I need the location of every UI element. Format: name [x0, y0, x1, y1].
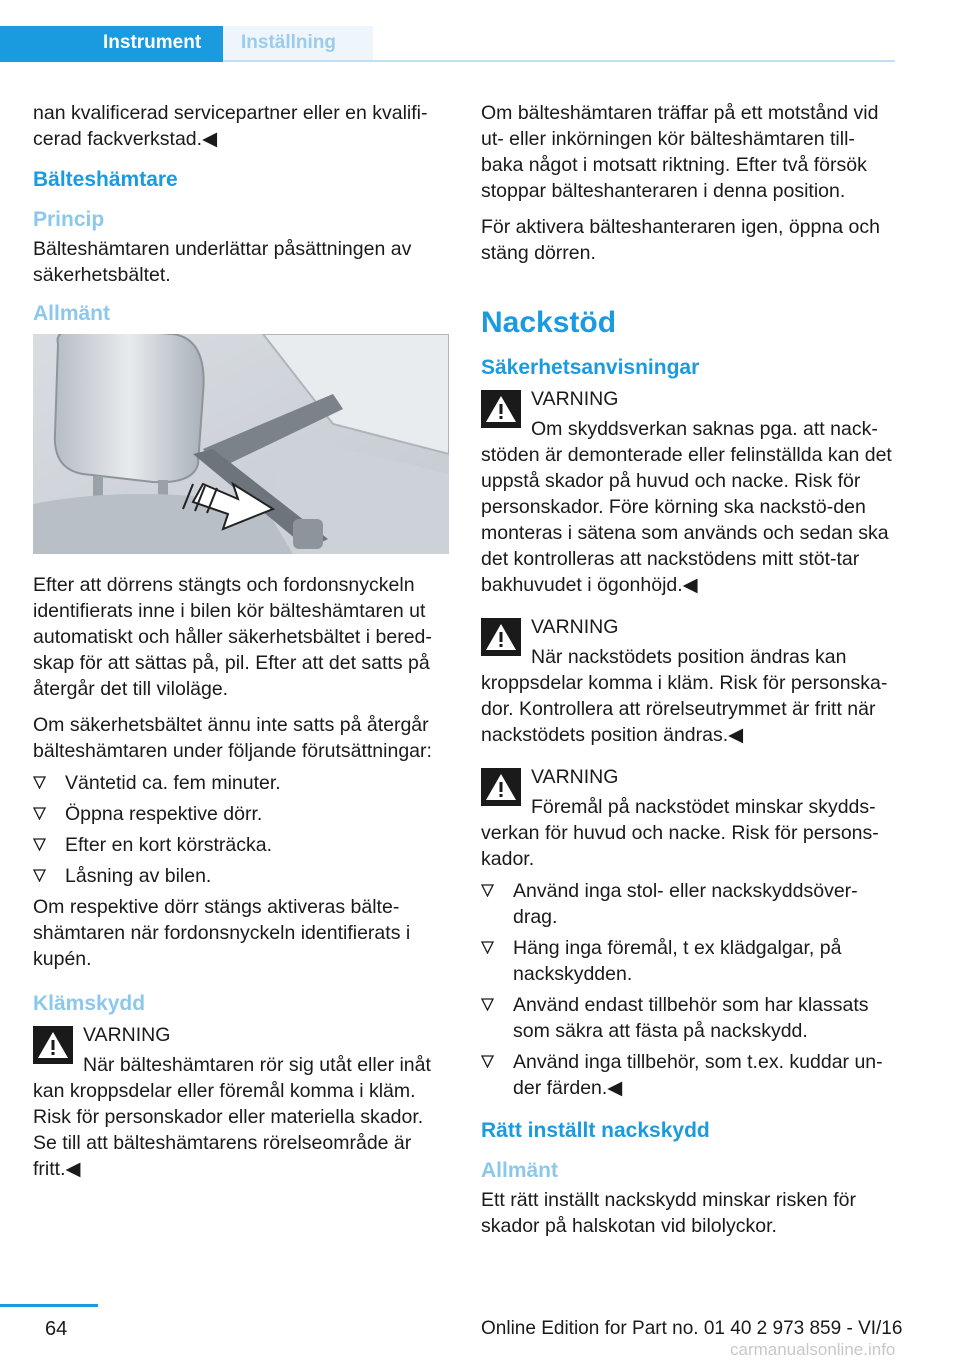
princip-text: Bälteshämtaren underlättar påsättningen av säkerhetsbältet.: [33, 238, 412, 286]
warning-title: VARNING: [531, 388, 619, 410]
warning-icon: [481, 390, 521, 428]
heading-sakerhetsanvisningar: Säkerhetsanvisningar: [481, 356, 700, 379]
tab-instrument[interactable]: Instrument: [0, 26, 223, 62]
edition-text: Online Edition for Part no. 01 40 2 973 859 - VI/16: [481, 1318, 903, 1339]
list-item: Använd inga tillbehör, som t.ex. kuddar un-der färden.◀: [481, 1049, 897, 1101]
triangle-bullet-icon: [481, 1055, 494, 1068]
warning-block: [33, 1022, 449, 1182]
list-item: Efter en kort körsträcka.: [33, 832, 449, 858]
intro-text: nan kvalificerad servicepartner eller en kvalifi-cerad fackverkstad.◀: [33, 102, 428, 150]
paragraph-1: Efter att dörrens stängts och fordonsnyckeln identifierats inne i bilen kör bälteshämtaren ut automatiskt och håller säkerhetsbältet i bered-skap för att sättas på, pil. Efter att det satts på återgår det till viloläge.: [33, 574, 432, 700]
list-item: Låsning av bilen.: [33, 863, 449, 889]
warning-block-2: [481, 614, 897, 748]
page-number: 64: [45, 1318, 68, 1340]
list-item: Väntetid ca. fem minuter.: [33, 770, 449, 796]
list-item: Öppna respektive dörr.: [33, 801, 449, 827]
paragraph-3: Om respektive dörr stängs aktiveras bälte-shämtaren när fordonsnyckeln identifierats i kupén.: [33, 896, 411, 970]
warning-block-1: [481, 386, 897, 598]
paragraph-2: Om säkerhetsbältet ännu inte satts på återgår bälteshämtaren under följande förutsättningar:: [33, 714, 432, 762]
triangle-bullet-icon: [33, 776, 46, 789]
triangle-bullet-icon: [33, 869, 46, 882]
triangle-bullet-icon: [33, 838, 46, 851]
heading-klamskydd: Klämskydd: [33, 992, 146, 1015]
warning-title: VARNING: [531, 766, 619, 788]
warning-text: När nackstödets position ändras kan kroppsdelar komma i kläm. Risk för personska-dor. Kontrollera att rörelseutrymmet är fritt när nackstödets position ändras.◀: [481, 646, 888, 746]
heading-baltehamtare: Bälteshämtare: [33, 168, 178, 191]
warning-text: Om skyddsverkan saknas pga. att nack-stöden är demonterade eller felinställda kan det uppstå skador på huvud och nacke. Risk för personskador. Före körning ska nackstö-den monteras i sätena som används och sedan ska det kontrolleras att nackstödens mitt stöt-tar bakhuvudet i ögonhöjd.◀: [481, 418, 892, 596]
warning-icon: [33, 1026, 73, 1064]
footer-accent-line: [0, 1304, 98, 1307]
heading-allmant: Allmänt: [33, 302, 111, 325]
list-item: Använd inga stol- eller nackskyddsöver-drag.: [481, 878, 897, 930]
heading-ratt-installt: Rätt inställt nackskydd: [481, 1119, 710, 1142]
belt-illustration: [33, 334, 449, 554]
triangle-bullet-icon: [481, 941, 494, 954]
paragraph-r1: Om bälteshämtaren träffar på ett motstånd vid ut- eller inkörningen kör bälteshämtaren till-baka något i motsatt riktning. Efter två försök stoppar bälteshanteraren i denna position.: [481, 102, 879, 202]
conditions-list: [33, 770, 449, 889]
warning-text: Föremål på nackstödet minskar skydds-verkan för huvud och nacke. Risk för persons-kador.: [481, 796, 879, 870]
warning-text: När bälteshämtaren rör sig utåt eller inåt kan kroppsdelar eller föremål komma i kläm. Risk för personskador eller materiella skador. Se till att bälteshämtarens rörelseområde är fritt.◀: [33, 1054, 431, 1180]
warning-icon: [481, 618, 521, 656]
triangle-bullet-icon: [33, 807, 46, 820]
header-divider: [223, 60, 895, 62]
triangle-bullet-icon: [481, 998, 494, 1011]
warning-title: VARNING: [83, 1024, 171, 1046]
left-column: [33, 100, 449, 1192]
paragraph-r2: För aktivera bälteshanteraren igen, öppna och stäng dörren.: [481, 216, 880, 264]
list-item: Använd endast tillbehör som har klassats som säkra att fästa på nackskydd.: [481, 992, 897, 1044]
warning-title: VARNING: [531, 616, 619, 638]
belt-figure: [33, 334, 449, 554]
header-tabs: [0, 0, 960, 62]
heading-princip: Princip: [33, 208, 105, 231]
right-column: [481, 100, 897, 1249]
heading-allmant-right: Allmänt: [481, 1159, 559, 1182]
warning-icon: [481, 768, 521, 806]
watermark: carmanualsonline.info: [730, 1340, 896, 1359]
heading-nackstod: Nackstöd: [481, 306, 617, 339]
headrest-list: [481, 878, 897, 1101]
tab-installning[interactable]: Inställning: [223, 26, 373, 62]
list-item: Häng inga föremål, t ex klädgalgar, på nackskydden.: [481, 935, 897, 987]
triangle-bullet-icon: [481, 884, 494, 897]
ratt-text: Ett rätt inställt nackskydd minskar risken för skador på halskotan vid bilolyckor.: [481, 1189, 856, 1237]
warning-block-3: [481, 764, 897, 872]
